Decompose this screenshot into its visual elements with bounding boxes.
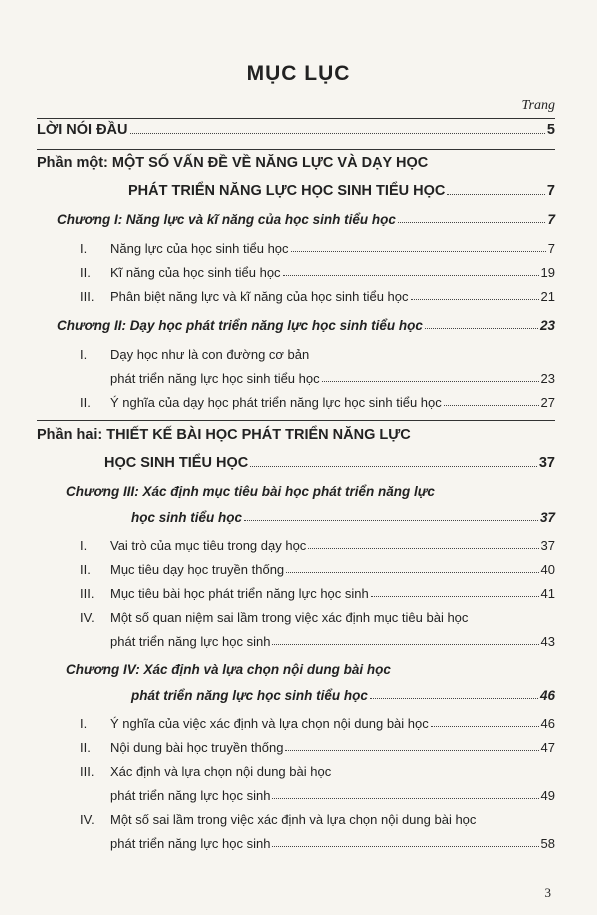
- entry-label: Vai trò của mục tiêu trong dạy học: [110, 538, 307, 553]
- dot-leader: [286, 572, 538, 573]
- entry-label: Phân biệt năng lực và kĩ năng của học sinh tiểu học: [110, 289, 409, 304]
- section-number: III.: [80, 289, 95, 304]
- toc-chapter-cont: [131, 688, 555, 703]
- toc-section: [80, 764, 331, 779]
- entry-label: phát triển năng lực học sinh: [110, 788, 271, 803]
- entry-label: Xác định và lựa chọn nội dung bài học: [110, 764, 332, 779]
- entry-page: 43: [540, 634, 555, 649]
- dot-leader: [431, 726, 539, 727]
- entry-page: 41: [540, 586, 555, 601]
- toc-section: [80, 610, 468, 625]
- entry-label: phát triển năng lực học sinh tiểu học: [110, 371, 320, 386]
- toc-section-cont: [110, 836, 555, 851]
- page-column-label: Trang: [521, 98, 555, 113]
- entry-label: học sinh tiểu học: [131, 510, 243, 525]
- dot-leader: [371, 596, 539, 597]
- toc-chapter-cont: [131, 510, 555, 525]
- section-number: III.: [80, 764, 95, 779]
- rule: [37, 420, 555, 421]
- entry-page: 19: [540, 265, 555, 280]
- entry-label: Phần một: MỘT SỐ VẤN ĐỀ VỀ NĂNG LỰC VÀ DẠY HỌC: [37, 155, 429, 171]
- section-number: II.: [80, 562, 91, 577]
- entry-label: Ý nghĩa của việc xác định và lựa chọn nội dung bài học: [110, 716, 429, 731]
- toc-section: [80, 538, 555, 553]
- page-number: 3: [544, 885, 551, 900]
- entry-page: 7: [547, 241, 555, 256]
- toc-section-cont: [110, 371, 555, 386]
- toc-section: [80, 716, 555, 731]
- section-number: I.: [80, 716, 88, 731]
- entry-label: Mục tiêu bài học phát triển năng lực học sinh: [110, 586, 369, 601]
- entry-label: Chương III: Xác định mục tiêu bài học phát triển năng lực: [66, 484, 435, 499]
- dot-leader: [272, 798, 538, 799]
- entry-label: Dạy học như là con đường cơ bản: [110, 347, 310, 362]
- entry-label: Ý nghĩa của dạy học phát triển năng lực học sinh tiểu học: [110, 395, 442, 410]
- entry-page: 7: [547, 212, 555, 227]
- section-number: III.: [80, 586, 95, 601]
- dot-leader: [244, 520, 538, 521]
- entry-page: 27: [540, 395, 555, 410]
- entry-label: phát triển năng lực học sinh: [110, 836, 271, 851]
- entry-page: 37: [538, 455, 555, 471]
- entry-label: Một số quan niệm sai lầm trong việc xác định mục tiêu bài học: [110, 610, 469, 625]
- dot-leader: [411, 299, 539, 300]
- section-number: II.: [80, 265, 91, 280]
- rule: [37, 118, 555, 119]
- page-title: MỤC LỤC: [246, 62, 351, 85]
- dot-leader: [272, 644, 538, 645]
- entry-label: HỌC SINH TIỂU HỌC: [104, 455, 249, 471]
- toc-chapter: [57, 212, 555, 227]
- dot-leader: [272, 846, 538, 847]
- entry-label: Một số sai lầm trong việc xác định và lựa chọn nội dung bài học: [110, 812, 477, 827]
- entry-page: 37: [539, 510, 555, 525]
- dot-leader: [425, 328, 538, 329]
- toc-part-heading-cont: [104, 455, 555, 471]
- section-number: I.: [80, 347, 88, 362]
- toc-section-cont: [110, 788, 555, 803]
- toc-section: [80, 289, 555, 304]
- entry-label: LỜI NÓI ĐẦU: [37, 122, 128, 138]
- entry-label: phát triển năng lực học sinh tiểu học: [131, 688, 368, 703]
- toc-chapter: [66, 484, 435, 499]
- rule: [37, 149, 555, 150]
- entry-page: 46: [540, 716, 555, 731]
- dot-leader: [250, 466, 537, 467]
- entry-label: phát triển năng lực học sinh: [110, 634, 271, 649]
- dot-leader: [308, 548, 538, 549]
- entry-page: 46: [539, 688, 555, 703]
- toc-section: [80, 395, 555, 410]
- toc-section: [80, 740, 555, 755]
- entry-label: Năng lực của học sinh tiểu học: [110, 241, 289, 256]
- toc-section: [80, 241, 555, 256]
- toc-part-heading-cont: [128, 183, 555, 199]
- entry-page: 5: [546, 122, 555, 138]
- entry-page: 7: [546, 183, 555, 199]
- entry-label: Chương IV: Xác định và lựa chọn nội dung bài học: [66, 662, 391, 677]
- section-number: IV.: [80, 812, 95, 827]
- dot-leader: [444, 405, 539, 406]
- section-number: I.: [80, 241, 88, 256]
- dot-leader: [370, 698, 538, 699]
- toc-section: [80, 265, 555, 280]
- section-number: II.: [80, 395, 91, 410]
- entry-label: Nội dung bài học truyền thống: [110, 740, 284, 755]
- toc-chapter: [66, 662, 391, 677]
- entry-page: 37: [540, 538, 555, 553]
- toc-section: [80, 347, 309, 362]
- section-number: IV.: [80, 610, 95, 625]
- toc-section: [80, 812, 476, 827]
- toc-part-heading: [37, 155, 428, 171]
- entry-label: Phần hai: THIẾT KẾ BÀI HỌC PHÁT TRIỂN NĂNG LỰC: [37, 427, 411, 443]
- section-number: I.: [80, 538, 88, 553]
- dot-leader: [283, 275, 539, 276]
- toc-section: [80, 562, 555, 577]
- dot-leader: [285, 750, 538, 751]
- entry-page: 23: [540, 371, 555, 386]
- entry-page: 47: [540, 740, 555, 755]
- entry-label: Kĩ năng của học sinh tiểu học: [110, 265, 281, 280]
- entry-label: Mục tiêu dạy học truyền thống: [110, 562, 285, 577]
- dot-leader: [130, 133, 545, 134]
- toc-section: [80, 586, 555, 601]
- dot-leader: [398, 222, 546, 223]
- entry-label: Chương I: Năng lực và kĩ năng của học sinh tiểu học: [57, 212, 396, 227]
- toc-chapter: [57, 318, 555, 333]
- dot-leader: [291, 251, 546, 252]
- entry-page: 40: [540, 562, 555, 577]
- dot-leader: [322, 381, 539, 382]
- entry-page: 21: [540, 289, 555, 304]
- toc-part-heading: [37, 427, 411, 443]
- entry-label: PHÁT TRIỂN NĂNG LỰC HỌC SINH TIỂU HỌC: [128, 183, 446, 199]
- dot-leader: [447, 194, 545, 195]
- toc-section-cont: [110, 634, 555, 649]
- section-number: II.: [80, 740, 91, 755]
- entry-label: Chương II: Dạy học phát triển năng lực học sinh tiểu học: [57, 318, 423, 333]
- entry-page: 58: [540, 836, 555, 851]
- entry-page: 23: [539, 318, 555, 333]
- toc-entry-preface: [37, 122, 555, 138]
- entry-page: 49: [540, 788, 555, 803]
